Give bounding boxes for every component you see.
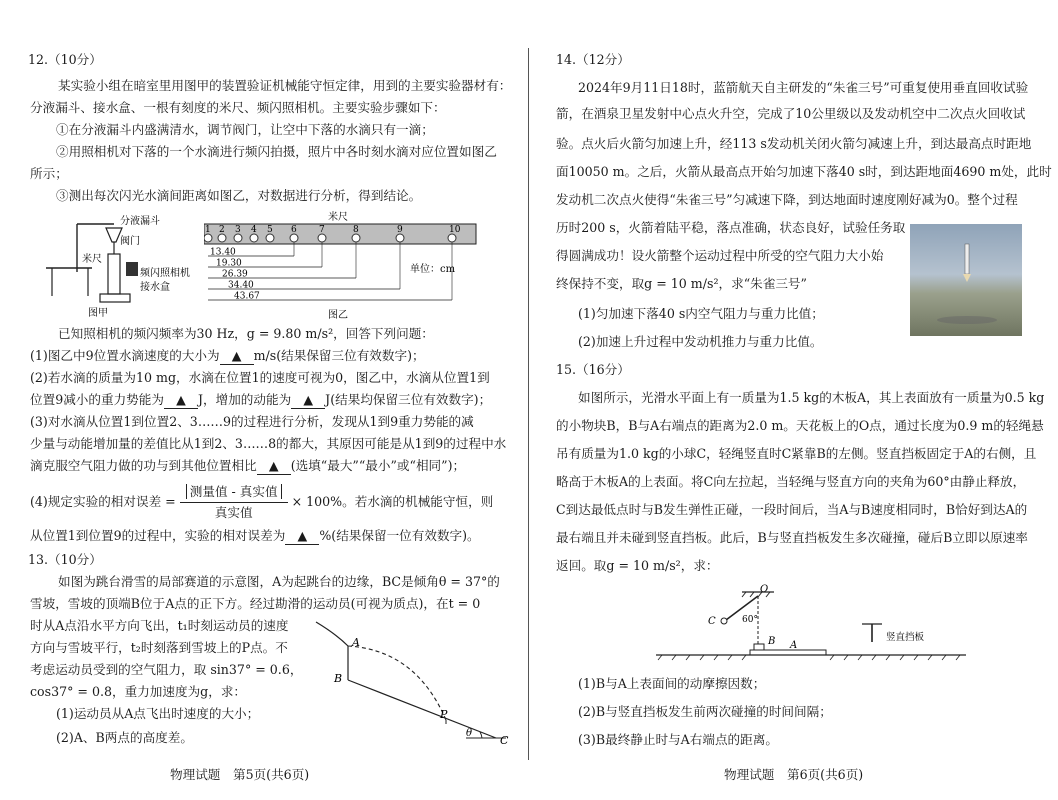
q12-step-2a: ②用照相机对下落的一个水滴进行频闪拍摄，照片中各时刻水滴对应位置如图乙: [56, 144, 497, 159]
figure-yi: [204, 210, 504, 320]
q13-line-5: 考虑运动员受到的空气阻力，取 sin37° = 0.6，: [30, 662, 303, 677]
q12-part3-text-c: 滴克服空气阻力做的功与到其他位置相比: [30, 458, 257, 473]
drop-position-10: [448, 234, 456, 242]
drop-position-9: [396, 234, 404, 242]
rocket-landing-photo: [910, 224, 1022, 336]
answer-blank-5[interactable]: ▲: [285, 528, 319, 545]
dimension-value: 13.40: [210, 247, 236, 258]
fig-jia-label-box: 接水盒: [140, 282, 170, 293]
pendulum-board-figure: [646, 584, 966, 664]
q12-part1-text-a: (1)图乙中9位置水滴速度的大小为: [30, 348, 220, 363]
right-page: [556, 0, 1052, 800]
relative-error-fraction: [180, 482, 288, 523]
q12-part1: [30, 348, 425, 365]
drop-position-7: [318, 234, 326, 242]
q12-part4c: [30, 528, 480, 545]
dimension-value: 34.40: [228, 280, 254, 291]
q12-part4-text-a: (4)规定实验的相对误差 =: [30, 494, 176, 509]
drop-position-label: 2: [219, 225, 225, 235]
q12-step-2b: 所示；: [30, 166, 68, 181]
answer-blank-1[interactable]: ▲: [220, 348, 254, 365]
q12-part2-text-c: J，增加的动能为: [197, 392, 292, 407]
ball-c-label: C: [708, 616, 716, 627]
q13-line-4: 方向与雪坡平行，t₂时刻落到雪坡上的P点。不: [30, 640, 288, 655]
q13-part-1: (1)运动员从A点飞出时速度的大小；: [56, 706, 260, 721]
q12-part2a: (2)若水滴的质量为10 mg，水滴在位置1的速度可视为0，图乙中，水滴从位置1到: [30, 370, 490, 385]
fig-jia-label-valve: 阀门: [120, 236, 140, 247]
q15-line-1: 如图所示，光滑水平面上有一质量为1.5 kg的木板A，其上表面放有一质量为0.5 kg: [578, 390, 1045, 405]
q14-line-5: 发动机二次点火使得“朱雀三号”匀减速下降，到达地面时速度刚好减为0。整个过程: [556, 192, 1018, 207]
column-divider: [528, 48, 529, 760]
point-a-label: A: [352, 636, 360, 649]
q12-part4a: [30, 482, 493, 523]
q12-step-1: ①在分液漏斗内盛满清水，调节阀门，让空中下落的水滴只有一滴；: [56, 122, 434, 137]
q15-line-4: 略高于木板A的上表面。将C向左拉起，当轻绳与竖直方向的夹角为60°由静止释放，: [556, 474, 1026, 489]
q12-part4-text-d: %(结果保留一位有效数字)。: [319, 528, 480, 543]
q12-part2b: [30, 392, 491, 409]
fig-jia-label-camera: 频闪照相机: [140, 268, 190, 279]
fig-jia-caption: 图甲: [88, 308, 108, 319]
answer-blank-4[interactable]: ▲: [257, 458, 291, 475]
q14-part-2: (2)加速上升过程中发动机推力与重力比值。: [578, 334, 823, 349]
fraction-denominator: 真实值: [214, 505, 253, 520]
theta-label: θ: [466, 728, 473, 739]
q14-line-4: 面10050 m。之后，火箭从最高点开始匀加速下落40 s时，到达距地面4690 m处，此时: [556, 164, 1052, 179]
drop-position-label: 6: [291, 225, 297, 235]
dimension-value: 43.67: [234, 291, 260, 302]
drop-position-5: [266, 234, 274, 242]
drop-position-label: 3: [235, 225, 241, 235]
baffle-label: 竖直挡板: [886, 632, 925, 643]
q13-line-6: cos37° = 0.8，重力加速度为g，求：: [30, 684, 247, 699]
q13-part-2: (2)A、B两点的高度差。: [56, 730, 193, 745]
q14-part-1: (1)匀加速下落40 s内空气阻力与重力比值；: [578, 306, 824, 321]
q14-line-8: 终保持不变，取g = 10 m/s²，求“朱雀三号”: [556, 276, 807, 291]
q14-line-3: 验。点火后火箭匀加速上升，经113 s发动机关闭火箭匀减速上升，到达最高点时距地: [556, 136, 1032, 151]
q12-part3c: [30, 458, 465, 475]
q15-part-1: (1)B与A上表面间的动摩擦因数；: [578, 676, 766, 691]
q14-line-2: 箭，在酒泉卫星发射中心点火升空，完成了10公里级以及发动机空中二次点火回收试: [556, 106, 1026, 121]
drop-position-4: [250, 234, 258, 242]
rocket-image: [910, 224, 1022, 336]
fraction-numerator: 测量值 - 真实值: [186, 484, 282, 499]
q14-header: 14.（12分）: [556, 52, 630, 67]
q15-line-2: 的小物块B，B与A右端点的距离为2.0 m。天花板上的O点，通过长度为0.9 m的轻绳悬: [556, 418, 1044, 433]
q12-given: 已知照相机的频闪频率为30 Hz，g = 9.80 m/s²，回答下列问题：: [58, 326, 434, 341]
q12-step-3: ③测出每次闪光水滴间距离如图乙，对数据进行分析，得到结论。: [56, 188, 422, 203]
block-b-label: B: [768, 636, 776, 647]
drop-position-label: 10: [449, 225, 461, 235]
drop-position-label: 8: [353, 225, 359, 235]
drop-position-label: 1: [205, 225, 211, 235]
board-a-label: A: [790, 640, 798, 651]
q15-line-3: 吊有质量为1.0 kg的小球C，轻绳竖直时C紧靠B的左侧。竖直挡板固定于A的右侧，且: [556, 446, 1037, 461]
drop-position-3: [234, 234, 242, 242]
fig-jia-label-ruler: 米尺: [82, 254, 102, 265]
drop-position-2: [218, 234, 226, 242]
q14-line-6: 历时200 s，火箭着陆平稳，落点准确，状态良好，试验任务取: [556, 220, 906, 235]
dimension-value: 26.39: [222, 269, 248, 280]
q15-line-6: 最右端且并未碰到竖直挡板。此后，B与竖直挡板发生多次碰撞，碰后B立即以原速率: [556, 530, 1028, 545]
angle-label: 60°: [742, 615, 758, 625]
fig-jia-label-funnel: 分液漏斗: [120, 216, 160, 227]
q15-header: 15.（16分）: [556, 362, 630, 377]
drop-position-1: [204, 234, 212, 242]
q12-part1-text-b: m/s(结果保留三位有效数字)；: [253, 348, 425, 363]
fig-yi-title: 米尺: [328, 212, 348, 223]
q15-line-7: 返回。取g = 10 m/s²，求：: [556, 558, 719, 573]
q13-line-2: 雪坡，雪坡的顶端B位于A点的正下方。经过勘滑的运动员(可视为质点)，在t = 0: [30, 596, 481, 611]
q12-part3-text-d: (选填“最大”“最小”或“相同”)；: [290, 458, 466, 473]
drop-position-label: 4: [251, 225, 257, 235]
drop-position-label: 7: [319, 225, 325, 235]
q15-part-3: (3)B最终静止时与A右端点的距离。: [578, 732, 778, 747]
figure-jia: [42, 210, 222, 320]
q15-line-5: C到达最低点时与B发生弹性正碰，一段时间后，当A与B速度相同时，B恰好到达A的: [556, 502, 1028, 517]
footer-page-5: 物理试题 第5页(共6页): [170, 767, 310, 782]
q12-part2-text-d: J(结果均保留三位有效数字)；: [325, 392, 492, 407]
q12-part3b: 少量与动能增加量的差值比从1到2、3……8的都大，其原因可能是从1到9的过程中水: [30, 436, 507, 451]
q14-line-1: 2024年9月11日18时，蓝箭航天自主研发的“朱雀三号”可重复使用垂直回收试验: [578, 80, 1029, 95]
q13-header: 13.（10分）: [28, 552, 102, 567]
q12-intro-2: 分液漏斗、接水盒、一根有刻度的米尺、频闪照相机。主要实验步骤如下：: [30, 100, 446, 115]
point-c-label: C: [500, 734, 509, 747]
dimension-value: 19.30: [216, 258, 242, 269]
answer-blank-2[interactable]: ▲: [164, 392, 198, 409]
q12-part4-text-b: × 100%。若水滴的机械能守恒，则: [291, 494, 494, 509]
fig-yi-unit: 单位：cm: [410, 264, 456, 275]
drop-position-label: 9: [397, 225, 403, 235]
q12-part3a: (3)对水滴从位置1到位置2、3……9的过程进行分析，发现从1到9重力势能的减: [30, 414, 474, 429]
drop-position-6: [290, 234, 298, 242]
q14-line-7: 得圆满成功！设火箭整个运动过程中所受的空气阻力大小始: [556, 248, 884, 263]
point-b-label: B: [334, 672, 343, 685]
q12-intro-1: 某实验小组在暗室里用图甲的装置验证机械能守恒定律，用到的主要实验器材有：: [58, 78, 512, 93]
q13-line-3: 时从A点沿水平方向飞出，t₁时刻运动员的速度: [30, 618, 289, 633]
point-p-label: P: [440, 708, 448, 721]
q15-part-2: (2)B与竖直挡板发生前两次碰撞的时间间隔；: [578, 704, 832, 719]
q12-header: 12.（10分）: [28, 52, 102, 67]
q12-part2-text-b: 位置9减小的重力势能为: [30, 392, 164, 407]
fig-yi-caption: 图乙: [328, 310, 348, 320]
drop-position-8: [352, 234, 360, 242]
ski-slope-figure: [296, 620, 512, 748]
point-o-label: O: [760, 584, 769, 595]
q12-part4-text-c: 从位置1到位置9的过程中，实验的相对误差为: [30, 528, 286, 543]
answer-blank-3[interactable]: ▲: [291, 392, 325, 409]
footer-page-6: 物理试题 第6页(共6页): [724, 767, 864, 782]
drop-position-label: 5: [267, 225, 273, 235]
left-page: [28, 0, 512, 800]
q13-line-1: 如图为跳台滑雪的局部赛道的示意图，A为起跳台的边缘，BC是倾角θ = 37°的: [58, 574, 500, 589]
